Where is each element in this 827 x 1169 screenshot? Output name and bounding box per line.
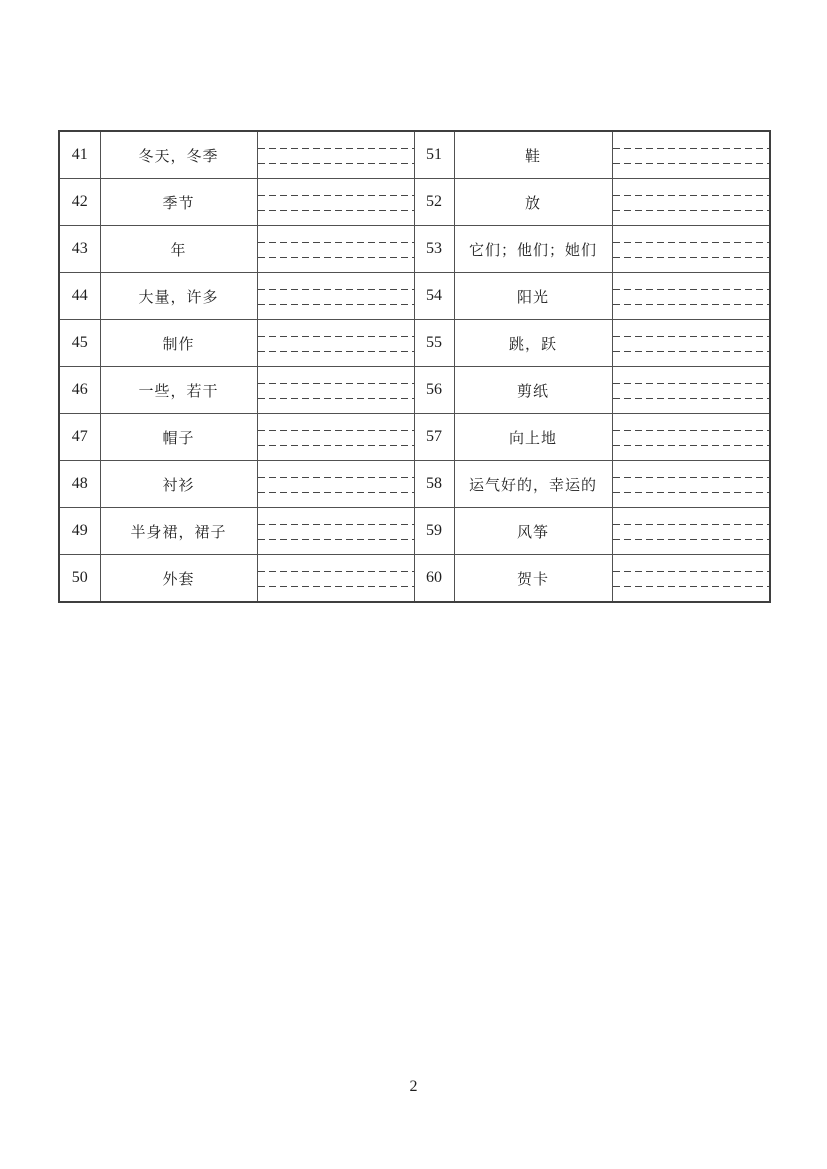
writing-guide-line [258, 524, 414, 525]
writing-guide-line [613, 148, 770, 149]
writing-guide-line [258, 163, 414, 164]
writing-guide-line [613, 430, 770, 431]
writing-guide-line [258, 148, 414, 149]
writing-area[interactable] [612, 179, 770, 226]
table-row [59, 320, 770, 367]
table-row [59, 508, 770, 555]
chinese-word: 风筝 [454, 508, 612, 555]
writing-area[interactable] [257, 320, 414, 367]
writing-area[interactable] [612, 131, 770, 179]
page-number: 2 [409, 1078, 418, 1095]
writing-guide-line [613, 586, 770, 587]
chinese-word: 冬天，冬季 [100, 131, 257, 179]
chinese-word: 鞋 [454, 131, 612, 179]
item-number: 56 [414, 367, 454, 414]
writing-guide-line [613, 289, 770, 290]
chinese-word: 贺卡 [454, 555, 612, 603]
chinese-word: 衬衫 [100, 461, 257, 508]
writing-guide-line [258, 195, 414, 196]
writing-guide-line [258, 445, 414, 446]
writing-guide-line [613, 398, 770, 399]
writing-area[interactable] [257, 179, 414, 226]
writing-guide-line [258, 257, 414, 258]
writing-guide-line [258, 210, 414, 211]
chinese-word: 阳光 [454, 273, 612, 320]
writing-guide-line [258, 492, 414, 493]
writing-guide-line [258, 383, 414, 384]
table-row [59, 131, 770, 179]
item-number: 43 [59, 226, 100, 273]
writing-guide-line [258, 571, 414, 572]
vocab-table [58, 130, 771, 603]
writing-guide-line [613, 445, 770, 446]
item-number: 42 [59, 179, 100, 226]
chinese-word: 帽子 [100, 414, 257, 461]
writing-guide-line [613, 524, 770, 525]
writing-area[interactable] [612, 226, 770, 273]
chinese-word: 一些，若干 [100, 367, 257, 414]
writing-guide-line [258, 336, 414, 337]
item-number: 47 [59, 414, 100, 461]
chinese-word: 外套 [100, 555, 257, 603]
writing-guide-line [258, 477, 414, 478]
writing-guide-line [613, 257, 770, 258]
writing-area[interactable] [612, 367, 770, 414]
writing-area[interactable] [612, 461, 770, 508]
chinese-word: 剪纸 [454, 367, 612, 414]
chinese-word: 制作 [100, 320, 257, 367]
writing-area[interactable] [257, 226, 414, 273]
item-number: 41 [59, 131, 100, 179]
writing-guide-line [258, 430, 414, 431]
chinese-word: 它们；他们；她们 [454, 226, 612, 273]
item-number: 46 [59, 367, 100, 414]
item-number: 44 [59, 273, 100, 320]
writing-guide-line [613, 304, 770, 305]
writing-area[interactable] [257, 367, 414, 414]
table-row [59, 367, 770, 414]
item-number: 55 [414, 320, 454, 367]
writing-guide-line [613, 163, 770, 164]
writing-area[interactable] [612, 555, 770, 603]
item-number: 45 [59, 320, 100, 367]
table-row [59, 461, 770, 508]
writing-area[interactable] [612, 508, 770, 555]
writing-guide-line [613, 195, 770, 196]
writing-guide-line [258, 304, 414, 305]
chinese-word: 向上地 [454, 414, 612, 461]
table-row [59, 555, 770, 603]
item-number: 52 [414, 179, 454, 226]
vocab-table-body [59, 131, 770, 602]
item-number: 59 [414, 508, 454, 555]
item-number: 58 [414, 461, 454, 508]
item-number: 49 [59, 508, 100, 555]
writing-guide-line [258, 242, 414, 243]
table-row [59, 414, 770, 461]
writing-guide-line [613, 336, 770, 337]
item-number: 53 [414, 226, 454, 273]
writing-guide-line [613, 492, 770, 493]
writing-guide-line [613, 383, 770, 384]
writing-guide-line [613, 477, 770, 478]
chinese-word: 季节 [100, 179, 257, 226]
writing-area[interactable] [257, 508, 414, 555]
writing-guide-line [613, 242, 770, 243]
item-number: 51 [414, 131, 454, 179]
writing-guide-line [613, 210, 770, 211]
chinese-word: 运气好的，幸运的 [454, 461, 612, 508]
writing-area[interactable] [257, 414, 414, 461]
chinese-word: 跳，跃 [454, 320, 612, 367]
writing-guide-line [258, 586, 414, 587]
writing-area[interactable] [257, 131, 414, 179]
table-row [59, 273, 770, 320]
item-number: 48 [59, 461, 100, 508]
writing-area[interactable] [612, 414, 770, 461]
writing-area[interactable] [257, 273, 414, 320]
writing-area[interactable] [257, 555, 414, 603]
writing-guide-line [258, 398, 414, 399]
chinese-word: 半身裙，裙子 [100, 508, 257, 555]
writing-guide-line [613, 539, 770, 540]
writing-guide-line [258, 539, 414, 540]
item-number: 60 [414, 555, 454, 603]
item-number: 54 [414, 273, 454, 320]
writing-guide-line [613, 571, 770, 572]
writing-area[interactable] [612, 320, 770, 367]
writing-guide-line [613, 351, 770, 352]
chinese-word: 大量，许多 [100, 273, 257, 320]
table-row [59, 226, 770, 273]
writing-guide-line [258, 289, 414, 290]
item-number: 57 [414, 414, 454, 461]
chinese-word: 年 [100, 226, 257, 273]
item-number: 50 [59, 555, 100, 603]
table-row [59, 179, 770, 226]
writing-guide-line [258, 351, 414, 352]
chinese-word: 放 [454, 179, 612, 226]
writing-area[interactable] [612, 273, 770, 320]
writing-area[interactable] [257, 461, 414, 508]
